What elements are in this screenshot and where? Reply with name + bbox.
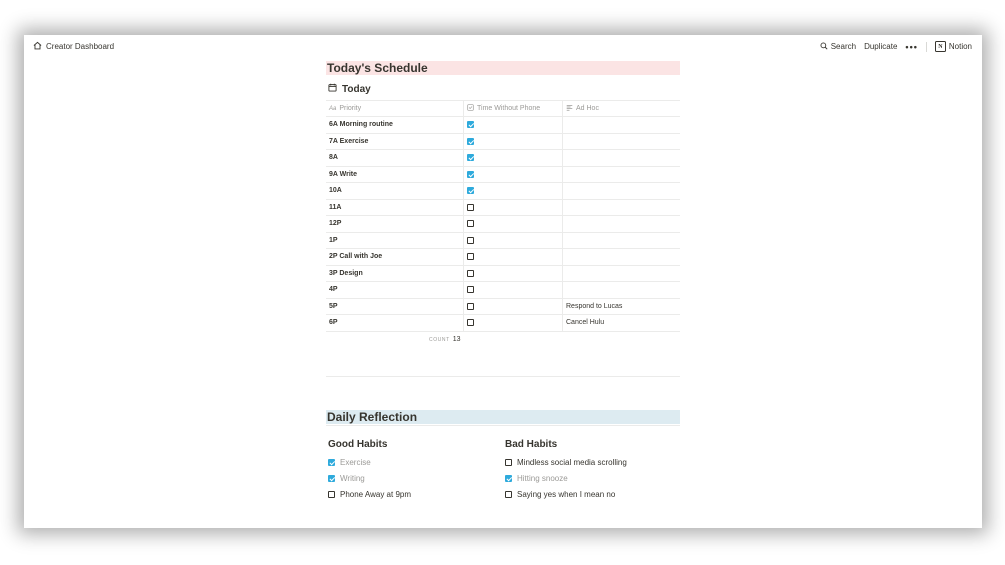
time-without-phone-cell [464, 232, 563, 249]
todo-item [328, 487, 503, 503]
checkbox-checked[interactable] [467, 121, 474, 128]
habits-columns [326, 439, 680, 503]
checkbox-unchecked[interactable] [467, 270, 474, 277]
time-without-phone-cell [464, 265, 563, 282]
time-without-phone-cell [464, 117, 563, 134]
ad-hoc-cell[interactable] [563, 133, 681, 150]
todo-label[interactable]: Mindless social media scrolling [517, 458, 627, 467]
notion-window [24, 35, 982, 528]
table-row[interactable] [326, 183, 680, 200]
column-header-ad-hoc[interactable] [563, 101, 681, 117]
count-label: COUNT [429, 336, 450, 343]
notion-logo-icon: N [935, 41, 946, 52]
table-row[interactable] [326, 232, 680, 249]
checkbox-unchecked[interactable] [467, 220, 474, 227]
search-icon [820, 42, 828, 52]
heading-underline [326, 425, 680, 426]
notion-label: Notion [948, 42, 972, 51]
checkbox-checked[interactable] [328, 459, 335, 466]
count-value: 13 [452, 335, 461, 343]
column-header-priority[interactable] [326, 101, 464, 117]
schedule-table [326, 100, 680, 332]
todo-item [328, 455, 503, 471]
time-without-phone-cell [464, 199, 563, 216]
checkbox-unchecked[interactable] [467, 237, 474, 244]
duplicate-button[interactable] [864, 42, 897, 51]
checkbox-unchecked[interactable] [467, 253, 474, 260]
ad-hoc-cell[interactable]: Respond to Lucas [563, 298, 681, 315]
priority-cell[interactable]: 2P Call with Joe [326, 249, 464, 266]
time-without-phone-cell [464, 183, 563, 200]
time-without-phone-cell [464, 133, 563, 150]
table-row[interactable] [326, 282, 680, 299]
priority-cell[interactable]: 5P [326, 298, 464, 315]
breadcrumb-label: Creator Dashboard [46, 42, 115, 51]
reflection-section [326, 410, 680, 503]
reflection-heading: Daily Reflection [326, 410, 680, 424]
calculation-row[interactable] [429, 336, 680, 343]
checkbox-unchecked[interactable] [505, 459, 512, 466]
todo-item [328, 471, 503, 487]
todo-label[interactable]: Phone Away at 9pm [340, 490, 412, 499]
time-without-phone-cell [464, 150, 563, 167]
priority-cell[interactable]: 4P [326, 282, 464, 299]
priority-cell[interactable]: 11A [326, 199, 464, 216]
section-divider [326, 376, 680, 377]
checkbox-unchecked[interactable] [505, 491, 512, 498]
search-label: Search [830, 42, 857, 51]
bad-habits-list [503, 455, 680, 503]
more-options-icon[interactable]: ••• [905, 41, 918, 52]
ad-hoc-cell[interactable] [563, 249, 681, 266]
time-without-phone-cell [464, 249, 563, 266]
notion-link[interactable] [935, 41, 972, 52]
column-label: Priority [339, 105, 362, 112]
search-button[interactable] [820, 42, 856, 52]
table-row[interactable] [326, 315, 680, 332]
priority-cell[interactable]: 3P Design [326, 265, 464, 282]
text-lines-icon [566, 104, 573, 113]
ad-hoc-cell[interactable] [563, 183, 681, 200]
ad-hoc-cell[interactable] [563, 199, 681, 216]
table-row[interactable] [326, 166, 680, 183]
priority-cell[interactable]: 10A [326, 183, 464, 200]
ad-hoc-cell[interactable]: Cancel Hulu [563, 315, 681, 332]
priority-cell[interactable]: 7A Exercise [326, 133, 464, 150]
checkbox-unchecked[interactable] [467, 319, 474, 326]
todo-label[interactable]: Hitting snooze [517, 474, 568, 483]
view-title-label: Today [342, 83, 371, 95]
good-habits-list [326, 455, 503, 503]
good-habits-heading: Good Habits [328, 438, 388, 450]
table-row[interactable] [326, 249, 680, 266]
time-without-phone-cell [464, 216, 563, 233]
priority-cell[interactable]: 6P [326, 315, 464, 332]
todo-item [505, 487, 680, 503]
checkbox-unchecked[interactable] [467, 303, 474, 310]
page-content [326, 61, 680, 503]
text-property-icon: Aa [329, 105, 337, 112]
topbar [24, 35, 982, 57]
todo-label[interactable]: Writing [340, 474, 365, 483]
todo-label[interactable]: Saying yes when I mean no [517, 490, 616, 499]
breadcrumb[interactable] [33, 41, 114, 52]
priority-cell[interactable]: 6A Morning routine [326, 117, 464, 134]
ad-hoc-cell[interactable] [563, 117, 681, 134]
todo-label[interactable]: Exercise [340, 458, 371, 467]
table-row[interactable] [326, 199, 680, 216]
duplicate-label: Duplicate [864, 42, 898, 51]
checkbox-checked[interactable] [467, 138, 474, 145]
bad-habits-heading: Bad Habits [505, 438, 558, 450]
table-row[interactable] [326, 150, 680, 167]
time-without-phone-cell [464, 315, 563, 332]
priority-cell[interactable]: 1P [326, 232, 464, 249]
topbar-actions [820, 41, 972, 52]
table-row[interactable] [326, 216, 680, 233]
table-row[interactable] [326, 117, 680, 134]
ad-hoc-cell[interactable] [563, 232, 681, 249]
ad-hoc-cell[interactable] [563, 282, 681, 299]
priority-cell[interactable]: 12P [326, 216, 464, 233]
schedule-heading: Today's Schedule [326, 61, 680, 75]
ad-hoc-cell[interactable] [563, 216, 681, 233]
ad-hoc-cell[interactable] [563, 265, 681, 282]
checkbox-checked[interactable] [328, 475, 335, 482]
priority-cell[interactable]: 8A [326, 150, 464, 167]
database-view-title[interactable] [328, 83, 680, 95]
checkbox-property-icon [467, 104, 474, 113]
time-without-phone-cell [464, 298, 563, 315]
priority-cell[interactable]: 9A Write [326, 166, 464, 183]
checkbox-unchecked[interactable] [467, 286, 474, 293]
topbar-divider [926, 42, 927, 52]
checkbox-checked[interactable] [505, 475, 512, 482]
ad-hoc-cell[interactable] [563, 166, 681, 183]
time-without-phone-cell [464, 166, 563, 183]
checkbox-unchecked[interactable] [467, 204, 474, 211]
good-habits-column [326, 439, 503, 503]
ad-hoc-cell[interactable] [563, 150, 681, 167]
table-row[interactable] [326, 133, 680, 150]
checkbox-checked[interactable] [467, 171, 474, 178]
calendar-icon [328, 83, 337, 95]
table-row[interactable] [326, 265, 680, 282]
checkbox-unchecked[interactable] [328, 491, 335, 498]
checkbox-checked[interactable] [467, 154, 474, 161]
table-row[interactable] [326, 298, 680, 315]
checkbox-checked[interactable] [467, 187, 474, 194]
time-without-phone-cell [464, 282, 563, 299]
column-header-time-without-phone[interactable] [464, 101, 563, 117]
todo-item [505, 455, 680, 471]
column-label: Ad Hoc [576, 105, 599, 112]
table-header-row [326, 101, 680, 117]
schedule-table-body [326, 117, 680, 332]
todo-item [505, 471, 680, 487]
bad-habits-column [503, 439, 680, 503]
column-label: Time Without Phone [477, 105, 541, 112]
home-icon [33, 41, 42, 52]
